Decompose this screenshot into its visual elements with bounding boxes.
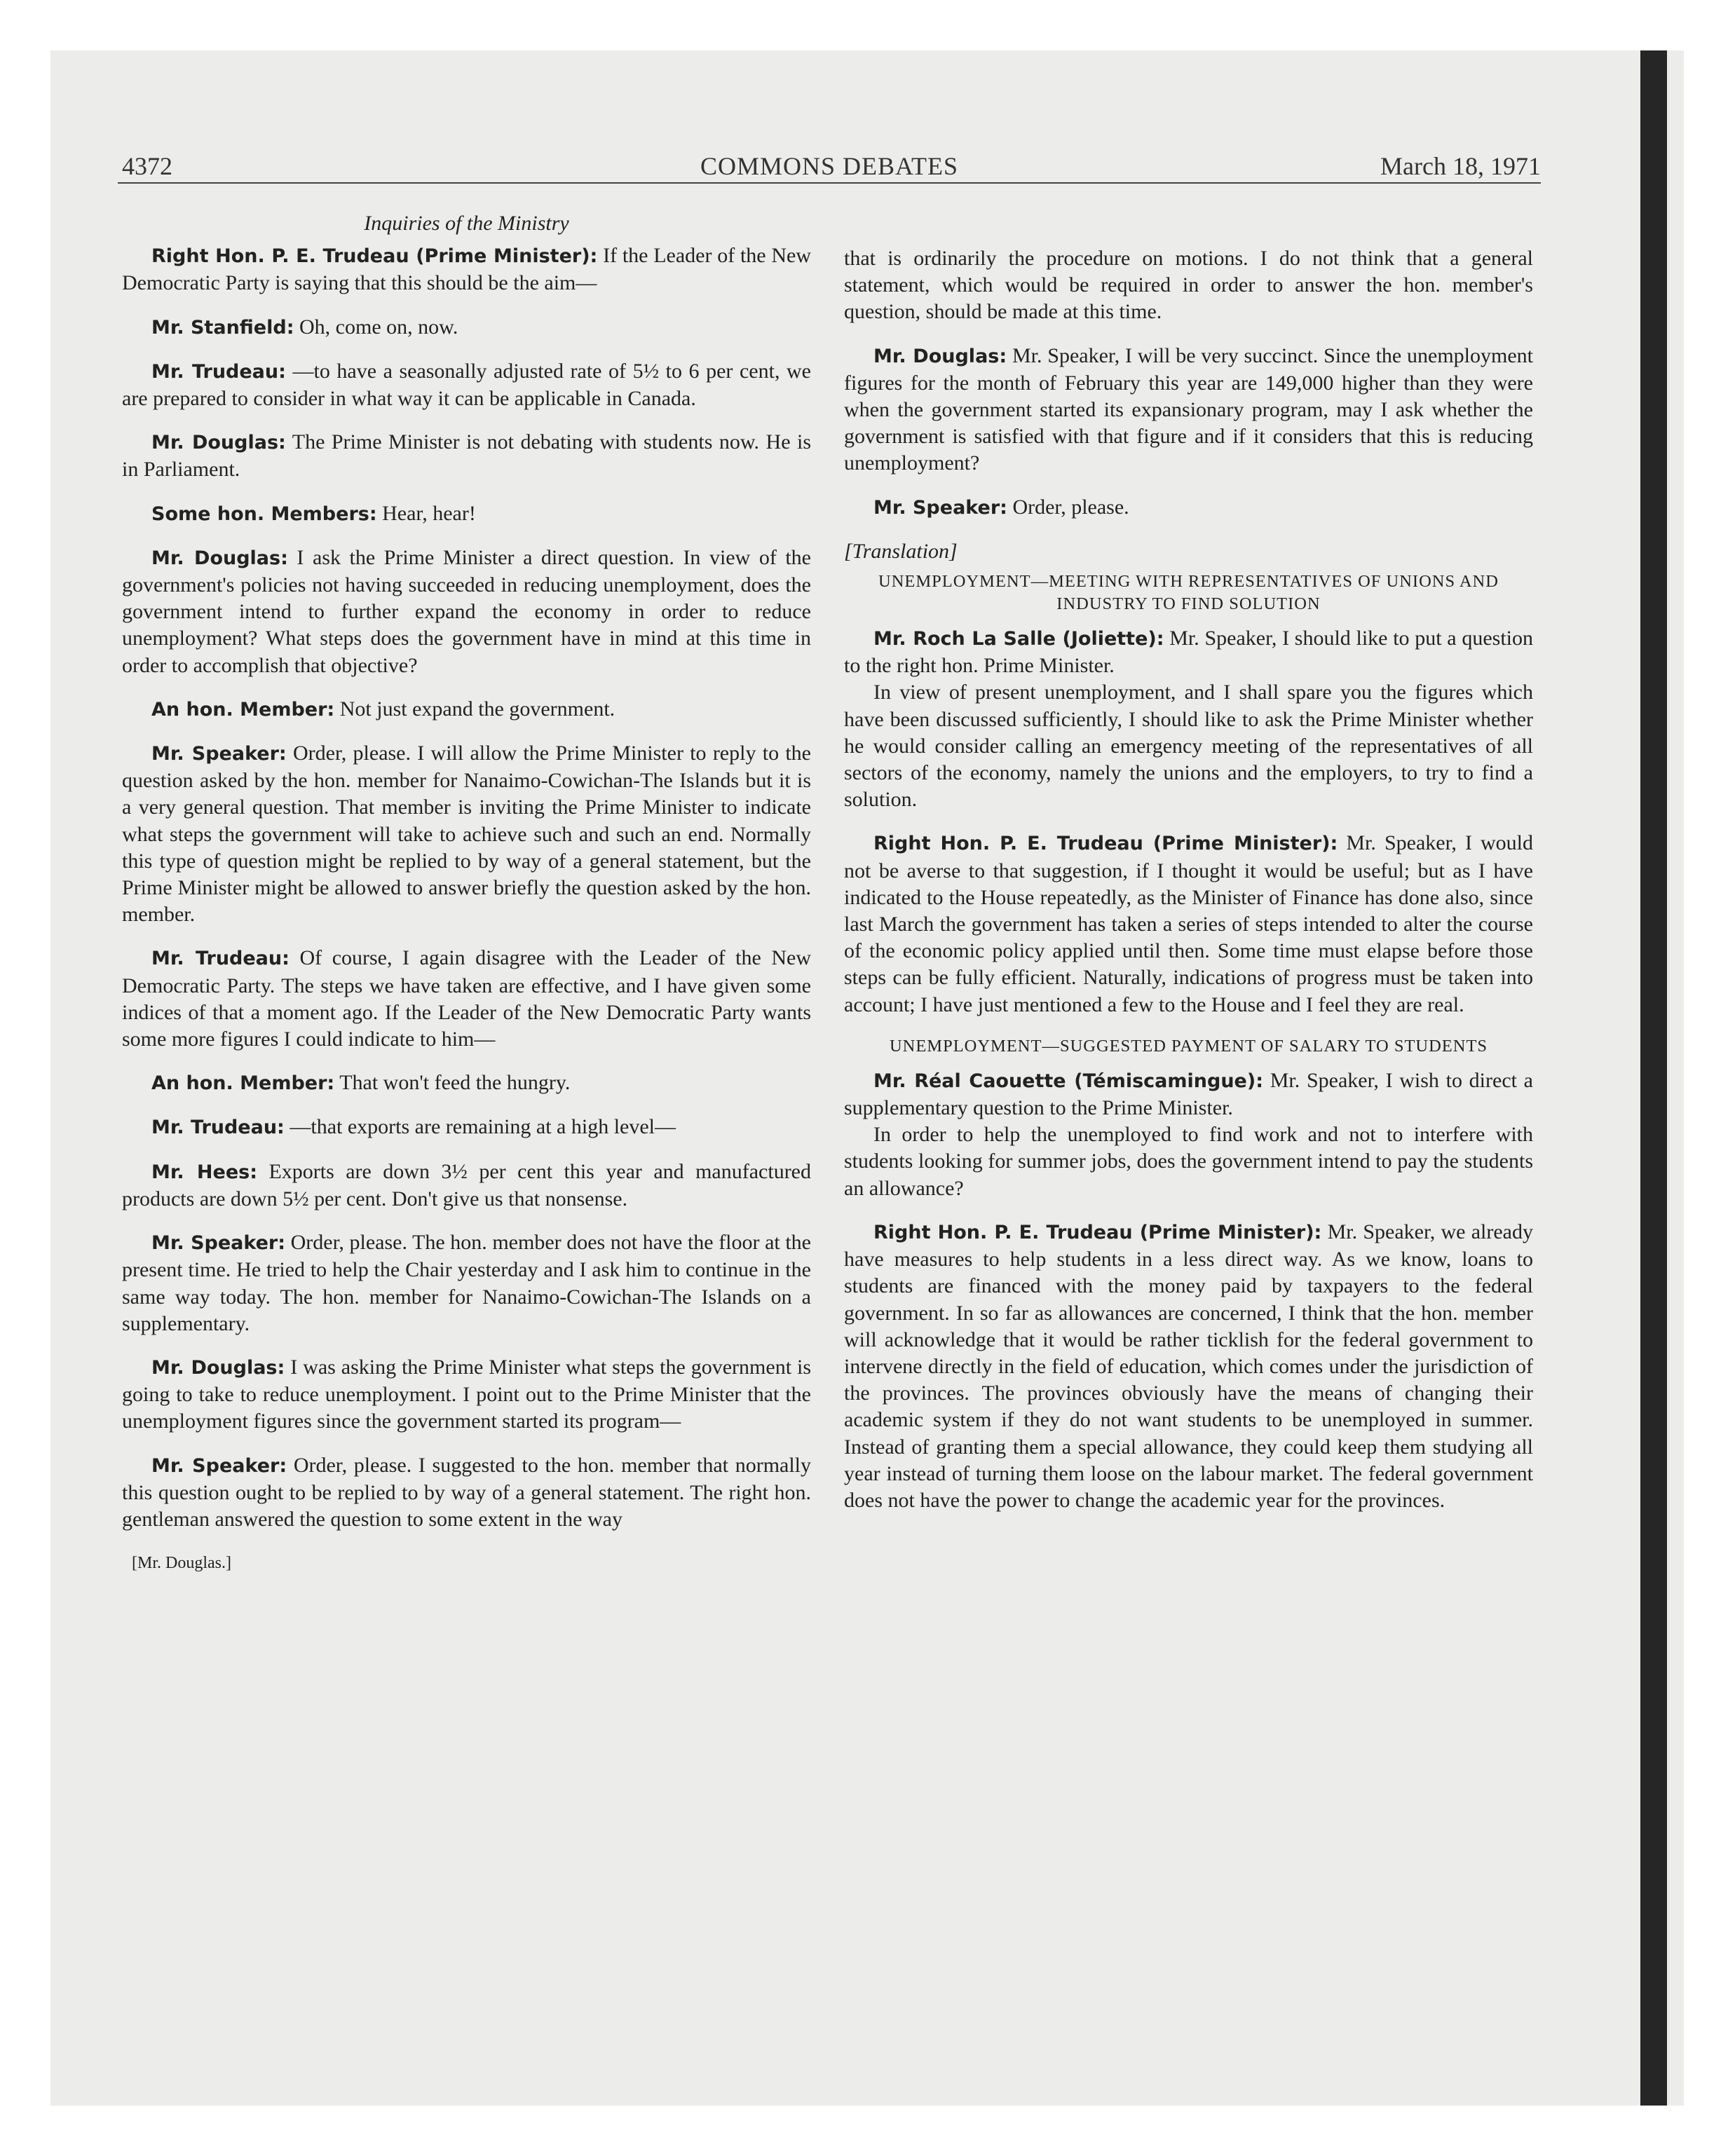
- debate-paragraph: [122, 358, 811, 412]
- speech-text: —to have a seasonally adjusted rate of 5½ to 6 per cent, we are prepared to consider in what way it can be applicable in Canada.: [122, 359, 811, 411]
- speech-text: Mr. Speaker, I wish to direct a supplementary question to the Prime Minister.: [844, 1068, 1533, 1120]
- rubric-heading: UNEMPLOYMENT—MEETING WITH REPRESENTATIVES OF UNIONS AND INDUSTRY TO FIND SOLUTION: [878, 572, 1499, 614]
- speech-text: I ask the Prime Minister a direct question. In view of the government's policies not having succeeded in reducing unemployment, does the government intend to further expand the economy in order to reduce unemployment? What steps does the government have in mind at this time in order to accomplish that objective?: [122, 545, 812, 677]
- speech-text: Mr. Speaker, I would not be averse to that suggestion, if I thought it would be useful; but as I have indicated to the House repeatedly, as the Minister of Finance has done also, since last March the government has taken a series of steps intended to alter the course of the economic policy applied until then. Some time must elapse before those steps can be fully efficient. Naturally, indications of progress must be taken into account; I have just mentioned a few to the House and I feel they are real.: [844, 831, 1533, 1016]
- speaker-name: An hon. Member:: [151, 1072, 335, 1095]
- debate-paragraph: [122, 1229, 811, 1337]
- speech-text: —that exports are remaining at a high level—: [284, 1115, 676, 1139]
- debate-paragraph: [122, 243, 811, 296]
- speaker-name: Mr. Speaker:: [151, 1454, 287, 1477]
- speaker-name: Some hon. Members:: [151, 503, 377, 525]
- speaker-name: Mr. Douglas:: [151, 547, 288, 569]
- debate-paragraph-continued: In order to help the unemployed to find work and not to interfere with students looking for summer jobs, does the government intend to pay the students an allowance?: [844, 1123, 1533, 1200]
- scan-edge-bar: [1640, 50, 1667, 2106]
- speaker-name: Right Hon. P. E. Trudeau (Prime Minister):: [873, 1221, 1322, 1243]
- speech-text: That won't feed the hungry.: [334, 1071, 571, 1095]
- debate-paragraph: [122, 1354, 811, 1435]
- speaker-name: Mr. Speaker:: [151, 1232, 286, 1255]
- speaker-name: Mr. Speaker:: [873, 496, 1007, 519]
- speech-text: Order, please. I will allow the Prime Minister to reply to the question asked by the hon. member for Nanaimo-Cowichan-The Islands but it is a very general question. That member is inviting the Prime Minister to indicate what steps the government will take to achieve such and such an end. Normally this type of question might be replied to by way of a general statement, but the Prime Minister might be allowed to answer briefly the question asked by the hon. member.: [122, 742, 811, 927]
- speech-text: Of course, I again disagree with the Leader of the New Democratic Party. The steps we have taken are effective, and I have given some indices of that a moment ago. If the Leader of the New Democratic Party wants some more figures I could indicate to him—: [122, 946, 811, 1051]
- speaker-name: Mr. Trudeau:: [151, 948, 290, 970]
- rubric-heading: UNEMPLOYMENT—SUGGESTED PAYMENT OF SALARY TO STUDENTS: [889, 1036, 1488, 1056]
- debate-paragraph: [122, 1070, 811, 1097]
- section-heading: Inquiries of the Ministry: [364, 212, 569, 235]
- speaker-name: Mr. Douglas:: [151, 1356, 285, 1379]
- right-column: [844, 245, 1533, 1531]
- page-number: 4372: [122, 152, 172, 180]
- speaker-name: Mr. Douglas:: [873, 345, 1007, 367]
- debate-paragraph: [122, 314, 811, 341]
- publication-title: COMMONS DEBATES: [700, 152, 959, 180]
- debate-paragraph: [122, 1159, 811, 1213]
- debate-paragraph: [122, 429, 811, 483]
- speaker-name: Mr. Réal Caouette (Témiscamingue):: [873, 1070, 1264, 1092]
- speech-text: Exports are down 3½ per cent this year and manufactured products are down 5½ per cent. Don't give us that nonsense.: [122, 1159, 811, 1210]
- speech-text: Mr. Speaker, I will be very succinct. Since the unemployment figures for the month of February this year are 149,000 higher than they were when the government started its expansionary program, may I ask whether the government is satisfied with that figure and if it considers that this is reducing unemployment?: [844, 343, 1533, 475]
- speaker-name: Right Hon. P. E. Trudeau (Prime Minister):: [151, 245, 598, 268]
- continuation-paragraph: that is ordinarily the procedure on motions. I do not think that a general statement, which would be required in order to answer the hon. member's question, should be made at this time.: [844, 247, 1533, 324]
- debate-paragraph-continued: In view of present unemployment, and I shall spare you the figures which have been discussed sufficiently, I should like to ask the Prime Minister whether he would consider calling an emergency meeting of the representatives of all sectors of the economy, namely the unions and the employers, to try to find a solution.: [844, 681, 1533, 812]
- speaker-name: An hon. Member:: [151, 698, 335, 721]
- debate-paragraph: [122, 500, 811, 528]
- debate-paragraph: [122, 1452, 811, 1534]
- debate-paragraph: [844, 343, 1533, 477]
- left-column: [122, 210, 811, 1593]
- speech-text: Order, please. I suggested to the hon. member that normally this question ought to be replied to by way of a general statement. The right hon. gentleman answered the question to some extent in the way: [122, 1453, 812, 1531]
- speech-text: Mr. Speaker, we already have measures to help students in a less direct way. As we know, loans to students are financed with the money paid by taxpayers to the federal government. In so far as allowances are concerned, I think that the hon. member will acknowledge that it would be rather ticklish for the federal government to intervene directly in the field of education, which comes under the jurisdiction of the provinces. The provinces obviously have the means of changing their academic system if they do not want students to be unemployed in summer. Instead of granting them a special allowance, they could keep them studying all year instead of turning them loose on the labour market. The federal government does not have the power to change the academic year for the provinces.: [844, 1220, 1534, 1512]
- header-rule: [118, 182, 1541, 184]
- speaker-name: Mr. Trudeau:: [151, 360, 286, 383]
- speech-text: Hear, hear!: [376, 501, 476, 525]
- speech-text: The Prime Minister is not debating with students now. He is in Parliament.: [122, 430, 811, 482]
- speaker-name: Mr. Roch La Salle (Joliette):: [873, 628, 1164, 650]
- debate-paragraph: [844, 1067, 1533, 1121]
- speech-text: Order, please. The hon. member does not have the floor at the present time. He tried to help the Chair yesterday and I ask him to continue in the same way today. The hon. member for Nanaimo-Cowichan-The Islands on a supplementary.: [122, 1231, 811, 1335]
- speech-text: Mr. Speaker, I should like to put a question to the right hon. Prime Minister.: [844, 627, 1533, 678]
- speech-text: I was asking the Prime Minister what steps the government is going to take to reduce unemployment. I point out to the Prime Minister that the unemployment figures since the government started its program—: [122, 1355, 811, 1433]
- publication-date: March 18, 1971: [1380, 152, 1541, 180]
- page-header: [118, 149, 1541, 186]
- speaker-name: Mr. Stanfield:: [151, 316, 294, 339]
- speech-text: Order, please.: [1007, 495, 1129, 519]
- speaker-name: Mr. Hees:: [151, 1161, 258, 1183]
- speaker-name: Mr. Speaker:: [151, 743, 287, 765]
- debate-paragraph: [844, 1219, 1533, 1514]
- debate-paragraph: [122, 696, 811, 723]
- debate-paragraph: [122, 740, 811, 928]
- speech-text: If the Leader of the New Democratic Party is saying that this should be the aim—: [122, 244, 811, 295]
- debate-paragraph: [122, 945, 811, 1053]
- speaker-name: Mr. Trudeau:: [151, 1117, 285, 1139]
- translation-label: [Translation]: [844, 539, 958, 563]
- debate-paragraph: [122, 1114, 811, 1141]
- debate-paragraph: [844, 830, 1533, 1018]
- footer-note: [Mr. Douglas.]: [132, 1554, 231, 1573]
- debate-paragraph: [122, 545, 811, 679]
- debate-paragraph: [844, 625, 1533, 679]
- speaker-name: Right Hon. P. E. Trudeau (Prime Minister):: [873, 833, 1338, 855]
- speaker-name: Mr. Douglas:: [151, 432, 286, 454]
- speech-text: Oh, come on, now.: [294, 315, 458, 339]
- speech-text: Not just expand the government.: [334, 697, 615, 721]
- debate-paragraph: [844, 494, 1533, 521]
